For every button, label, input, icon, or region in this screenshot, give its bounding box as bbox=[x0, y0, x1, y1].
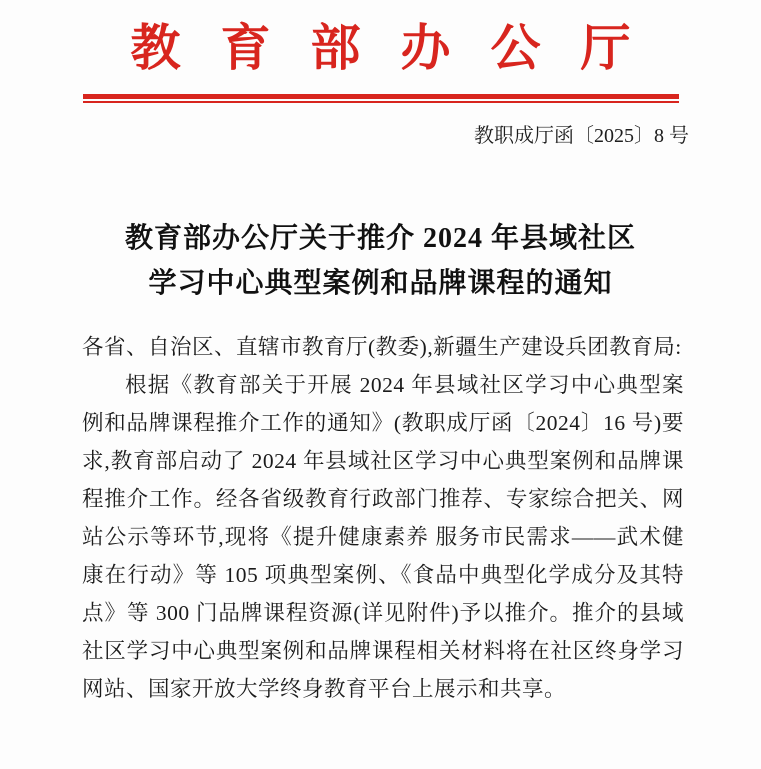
document-body bbox=[82, 328, 684, 708]
letterhead-divider bbox=[83, 94, 679, 103]
letterhead-divider-thin-line bbox=[83, 101, 679, 103]
document-reference-number: 教职成厅函〔2025〕8 号 bbox=[474, 125, 689, 147]
body-paragraph: 根据《教育部关于开展 2024 年县域社区学习中心典型案例和品牌课程推介工作的通知》(教职成厅函〔2024〕16 号)要求,教育部启动了 2024 年县域社区学习中心典型案例和品牌课程推介工作。经各省级教育行政部门推荐、专家综合把关、网站公示等环节,现将《提升健康素养 服务市民需求——武术健康在行动》等 105 项典型案例、《食品中典型化学成分及其特点》等 300 门品牌课程资源(详见附件)予以推介。推介的县域社区学习中心典型案例和品牌课程相关材料将在社区终身学习网站、国家开放大学终身教育平台上展示和共享。 bbox=[82, 373, 684, 701]
letterhead-org-title-text: 教育部办公厅 bbox=[130, 20, 671, 76]
document-title-line1: 教育部办公厅关于推介 2024 年县域社区 bbox=[124, 223, 636, 254]
document-title-line2: 学习中心典型案例和品牌课程的通知 bbox=[148, 268, 613, 299]
letterhead-org-title bbox=[0, 20, 761, 76]
letterhead-divider-thick-line bbox=[83, 94, 679, 99]
document-title bbox=[0, 216, 761, 306]
letterhead bbox=[0, 20, 761, 103]
salutation: 各省、自治区、直辖市教育厅(教委),新疆生产建设兵团教育局: bbox=[82, 335, 682, 359]
